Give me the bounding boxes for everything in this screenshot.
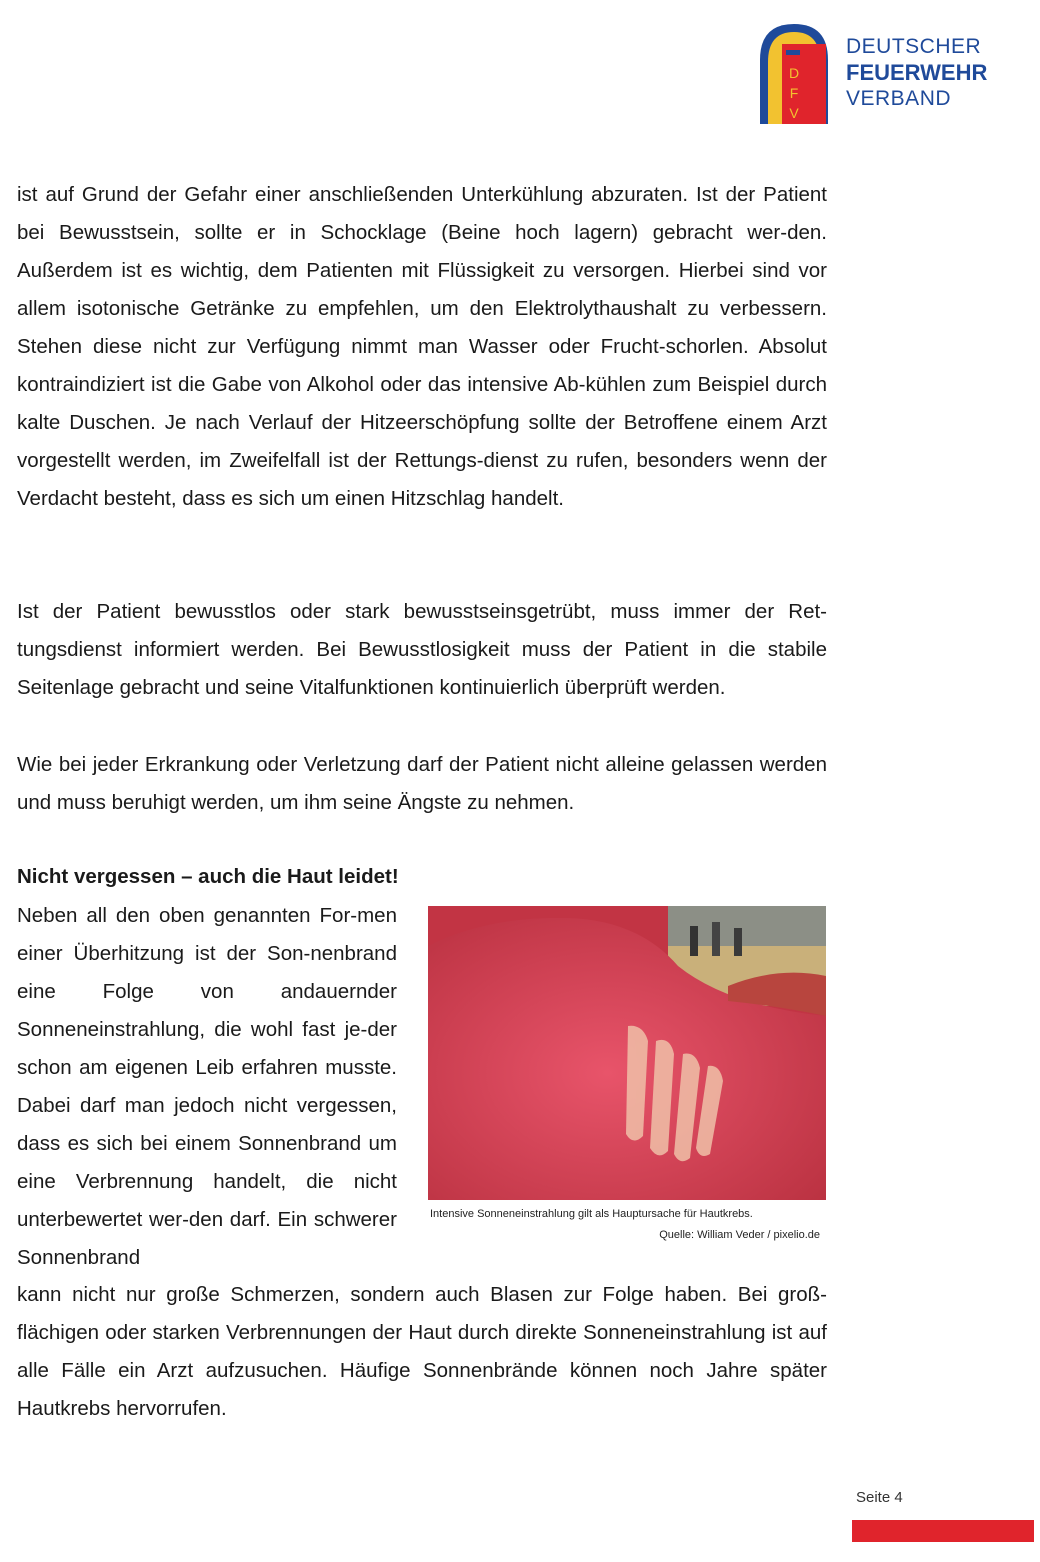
photo-source: Quelle: William Veder / pixelio.de <box>659 1229 820 1241</box>
logo-line-3: VERBAND <box>846 87 952 110</box>
paragraph-5: kann nicht nur große Schmerzen, sondern auch Blasen zur Folge haben. Bei groß-flächigen oder starken Verbrennungen der Haut durch direkte Sonneneinstrahlung ist auf alle Fälle ein Arzt aufzusuchen. Häufige Sonnenbrände können noch Jahre später Hautkrebs hervorrufen. <box>17 1283 827 1420</box>
footer-red-bar <box>852 1520 1034 1542</box>
logo-line-1: DEUTSCHER <box>846 35 982 58</box>
logo-initial-f: F <box>789 85 799 101</box>
section-heading: Nicht vergessen – auch die Haut leidet! <box>17 865 399 888</box>
logo-wordmark <box>846 34 987 112</box>
logo-initial-v: V <box>789 105 799 121</box>
paragraph-4: Neben all den oben genannten For-men einer Überhitzung ist der Son-nenbrand eine Folge von andauernder Sonneneinstrahlung, die wohl fast je-der schon am eigenen Leib erfahren musste. Dabei darf man jedoch nicht vergessen, dass es sich bei einem Sonnenbrand um eine Verbrennung handelt, die nicht unterbewertet wer-den darf. Ein schwerer Sonnenbrand <box>17 904 397 1269</box>
page-number: Seite 4 <box>856 1489 903 1506</box>
sunburn-photo <box>428 906 826 1200</box>
paragraph-1: ist auf Grund der Gefahr einer anschließenden Unterkühlung abzuraten. Ist der Patient bei Bewusstsein, sollte er in Schocklage (Beine hoch lagern) gebracht wer-den. Außerdem ist es wichtig, dem Patienten mit Flüssigkeit zu versorgen. Hierbei sind vor allem isotonische Getränke zu empfehlen, um den Elektrolythaushalt zu verbessern. Stehen diese nicht zur Verfügung nimmt man Wasser oder Frucht-schorlen. Absolut kontraindiziert ist die Gabe von Alkohol oder das intensive Ab-kühlen zum Beispiel durch kalte Duschen. Je nach Verlauf der Hitzeerschöpfung sollte der Betroffene einem Arzt vorgestellt werden, im Zweifelfall ist der Rettungs-dienst zu rufen, besonders wenn der Verdacht besteht, dass es sich um einen Hitzschlag handelt. <box>17 183 827 510</box>
paragraph-2: Ist der Patient bewusstlos oder stark bewusstseinsgetrübt, muss immer der Ret-tungsdienst informiert werden. Bei Bewusstlosigkeit muss der Patient in die stabile Seitenlage gebracht und seine Vitalfunktionen kontinuierlich überprüft werden. <box>17 600 827 699</box>
paragraph-3: Wie bei jeder Erkrankung oder Verletzung darf der Patient nicht alleine gelassen werden und muss beruhigt werden, um ihm seine Ängste zu nehmen. <box>17 753 827 814</box>
photo-caption: Intensive Sonneneinstrahlung gilt als Hauptursache für Hautkrebs. <box>430 1208 753 1220</box>
logo-line-2: FEUERWEHR <box>846 60 988 85</box>
dfv-logo <box>758 20 1028 126</box>
dfv-emblem <box>758 20 830 124</box>
logo-initial-d: D <box>788 65 800 81</box>
